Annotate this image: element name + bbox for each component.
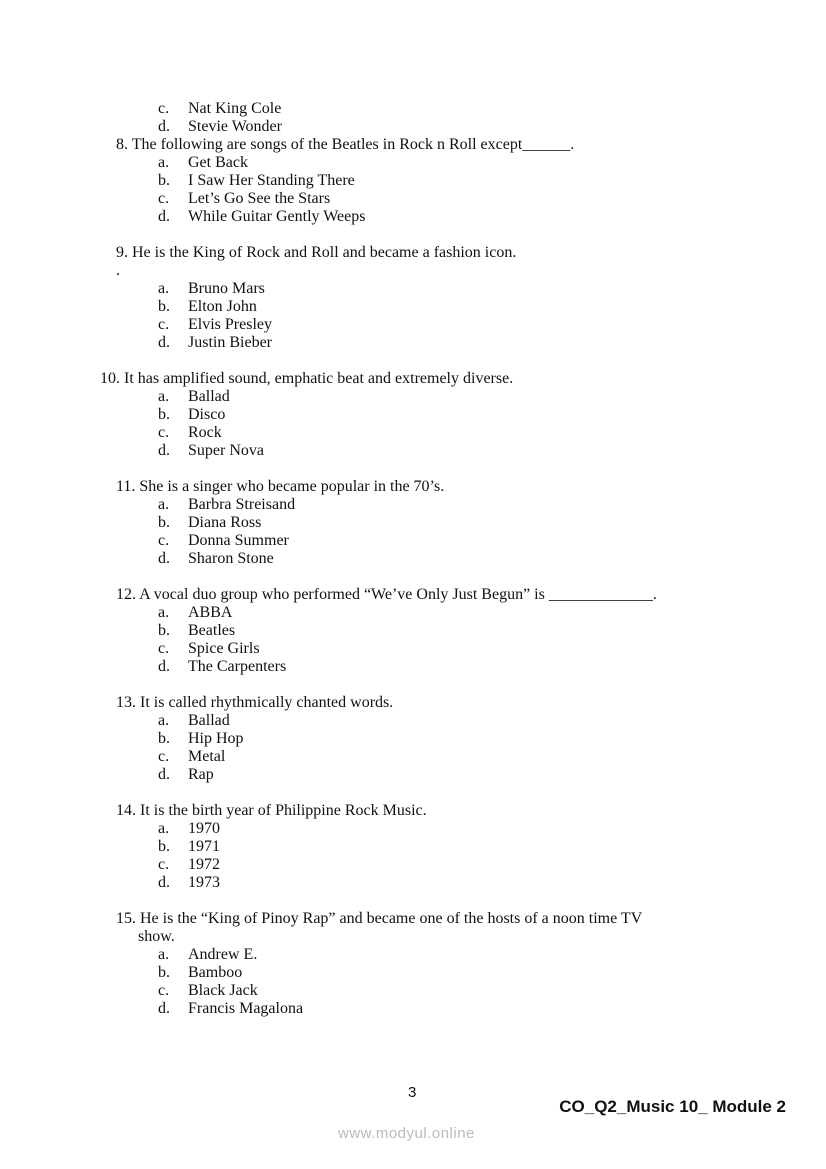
option-text: Metal: [188, 748, 226, 765]
option-letter: a.: [158, 388, 170, 405]
option-text: ABBA: [188, 604, 233, 621]
option-letter: a.: [158, 280, 170, 297]
option-text: 1971: [188, 838, 220, 855]
answer-option: [0, 190, 826, 208]
answer-option: [0, 532, 826, 550]
spacer: [0, 784, 826, 802]
answer-option: [0, 514, 826, 532]
option-letter: c.: [158, 748, 170, 765]
answer-option: [0, 550, 826, 568]
question-text: 12. A vocal duo group who performed “We’ve Only Just Begun” is _____________.: [116, 586, 657, 603]
answer-option: [0, 766, 826, 784]
answer-option: [0, 406, 826, 424]
question-block: [0, 676, 826, 784]
option-text: Justin Bieber: [188, 334, 272, 351]
option-letter: d.: [158, 334, 170, 351]
option-text: Disco: [188, 406, 226, 423]
page-number: 3: [408, 1084, 417, 1101]
option-letter: c.: [158, 424, 170, 441]
question-text: 10. It has amplified sound, emphatic beat and extremely diverse.: [100, 370, 514, 387]
answer-option: [0, 172, 826, 190]
answer-option: [0, 640, 826, 658]
option-letter: d.: [158, 208, 170, 225]
option-letter: a.: [158, 154, 170, 171]
option-text: Rock: [188, 424, 222, 441]
answer-option: [0, 964, 826, 982]
option-text: Get Back: [188, 154, 248, 171]
option-letter: c.: [158, 856, 170, 873]
option-letter: b.: [158, 964, 170, 981]
option-letter: b.: [158, 298, 170, 315]
answer-option: [0, 154, 826, 172]
option-letter: b.: [158, 514, 170, 531]
answer-option: [0, 982, 826, 1000]
question-text: 14. It is the birth year of Philippine Rock Music.: [116, 802, 427, 819]
footer-module-label: CO_Q2_Music 10_ Module 2: [559, 1097, 786, 1116]
option-text: 1973: [188, 874, 220, 891]
option-letter: b.: [158, 622, 170, 639]
spacer: [0, 892, 826, 910]
option-text: Black Jack: [188, 982, 258, 999]
question-block: [0, 352, 826, 460]
answer-option: [0, 1000, 826, 1018]
option-text: Barbra Streisand: [188, 496, 296, 513]
answer-option: [0, 388, 826, 406]
option-text: I Saw Her Standing There: [188, 172, 355, 189]
question-continuation: show.: [138, 928, 175, 945]
option-text: Spice Girls: [188, 640, 260, 657]
option-letter: d.: [158, 874, 170, 891]
option-text: Donna Summer: [188, 532, 289, 549]
question-text: 8. The following are songs of the Beatles in Rock n Roll except______.: [116, 136, 575, 153]
option-letter: c.: [158, 316, 170, 333]
option-text: While Guitar Gently Weeps: [188, 208, 366, 225]
option-letter: a.: [158, 496, 170, 513]
answer-option: [0, 118, 826, 136]
spacer: [0, 676, 826, 694]
option-text: Sharon Stone: [188, 550, 274, 567]
answer-option: [0, 424, 826, 442]
option-letter: d.: [158, 442, 170, 459]
answer-option: [0, 838, 826, 856]
option-letter: a.: [158, 604, 170, 621]
option-text: Bamboo: [188, 964, 243, 981]
answer-option: [0, 622, 826, 640]
answer-option: [0, 208, 826, 226]
option-letter: b.: [158, 730, 170, 747]
question-block: [0, 568, 826, 676]
option-letter: d.: [158, 658, 170, 675]
option-text: Let’s Go See the Stars: [188, 190, 331, 207]
answer-option: [0, 658, 826, 676]
option-letter: c.: [158, 190, 170, 207]
answer-option: [0, 316, 826, 334]
question-block: [0, 100, 826, 136]
answer-option: [0, 496, 826, 514]
option-text: Hip Hop: [188, 730, 244, 747]
answer-option: [0, 748, 826, 766]
option-letter: a.: [158, 820, 170, 837]
answer-option: [0, 730, 826, 748]
answer-option: [0, 946, 826, 964]
question-text: 13. It is called rhythmically chanted words.: [116, 694, 394, 711]
answer-option: [0, 856, 826, 874]
option-text: Diana Ross: [188, 514, 262, 531]
watermark: www.modyul.online: [338, 1125, 475, 1142]
option-text: 1972: [188, 856, 220, 873]
answer-option: [0, 280, 826, 298]
question-text: 9. He is the King of Rock and Roll and became a fashion icon.: [116, 244, 517, 261]
option-letter: d.: [158, 1000, 170, 1017]
option-text: Elton John: [188, 298, 257, 315]
option-text: Bruno Mars: [188, 280, 265, 297]
option-text: Ballad: [188, 712, 230, 729]
question-block: [0, 892, 826, 1018]
answer-option: [0, 712, 826, 730]
option-text: The Carpenters: [188, 658, 287, 675]
option-letter: d.: [158, 766, 170, 783]
spacer: [0, 568, 826, 586]
option-text: Rap: [188, 766, 214, 783]
option-text: Francis Magalona: [188, 1000, 304, 1017]
spacer: [0, 226, 826, 244]
option-text: Stevie Wonder: [188, 118, 282, 135]
answer-option: [0, 820, 826, 838]
option-text: Elvis Presley: [188, 316, 272, 333]
option-text: Ballad: [188, 388, 230, 405]
question-block: [0, 136, 826, 226]
option-text: Nat King Cole: [188, 100, 282, 117]
answer-option: [0, 298, 826, 316]
question-block: [0, 784, 826, 892]
option-letter: c.: [158, 640, 170, 657]
option-letter: b.: [158, 838, 170, 855]
option-letter: b.: [158, 172, 170, 189]
question-text: 15. He is the “King of Pinoy Rap” and became one of the hosts of a noon time TV: [116, 910, 643, 927]
option-letter: a.: [158, 946, 170, 963]
answer-option: [0, 100, 826, 118]
option-text: Beatles: [188, 622, 236, 639]
question-block: [0, 226, 826, 352]
option-letter: a.: [158, 712, 170, 729]
option-letter: d.: [158, 550, 170, 567]
option-text: Andrew E.: [188, 946, 258, 963]
option-letter: d.: [158, 118, 170, 135]
answer-option: [0, 604, 826, 622]
stray-mark: .: [116, 262, 120, 279]
answer-option: [0, 334, 826, 352]
option-letter: c.: [158, 532, 170, 549]
option-letter: c.: [158, 982, 170, 999]
option-text: Super Nova: [188, 442, 264, 459]
spacer: [0, 352, 826, 370]
answer-option: [0, 442, 826, 460]
question-block: [0, 460, 826, 568]
question-list: [0, 100, 826, 1018]
question-text: 11. She is a singer who became popular in the 70’s.: [116, 478, 445, 495]
option-text: 1970: [188, 820, 220, 837]
answer-option: [0, 874, 826, 892]
option-letter: b.: [158, 406, 170, 423]
spacer: [0, 460, 826, 478]
option-letter: c.: [158, 100, 170, 117]
